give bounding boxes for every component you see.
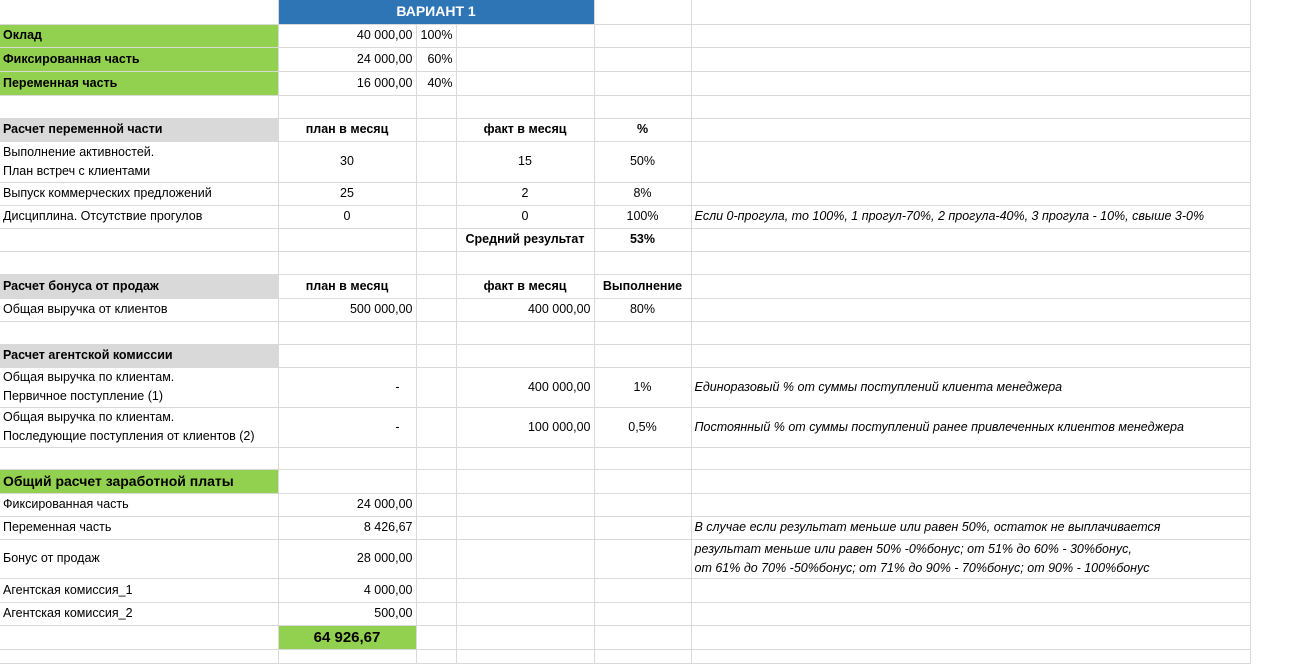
cell-fact[interactable]: 100 000,00 <box>456 407 594 447</box>
cell-note[interactable]: Постоянный % от суммы поступлений ранее привлеченных клиентов менеджера <box>691 407 1250 447</box>
cell-pct[interactable]: 0,5% <box>594 407 691 447</box>
col-exec[interactable]: Выполнение <box>594 274 691 298</box>
table-row <box>0 493 1250 516</box>
table-row <box>0 205 1250 228</box>
cell-plan[interactable]: - <box>278 367 416 407</box>
table-row <box>0 367 1250 407</box>
cell-label[interactable]: Агентская комиссия_1 <box>0 578 278 602</box>
cell-value[interactable]: 8 426,67 <box>278 516 416 539</box>
col-fact[interactable]: факт в месяц <box>456 118 594 141</box>
cell-label[interactable]: Агентская комиссия_2 <box>0 602 278 625</box>
cell-plan[interactable]: 25 <box>278 182 416 205</box>
cell-note[interactable]: результат меньше или равен 50% -0%бонус; от 51% до 60% - 30%бонус, от 61% до 70% -50%бонус; от 71% до 90% - 70%бонус; от 90% - 100%бонус <box>691 539 1250 578</box>
empty-row <box>0 321 1250 344</box>
cell-pct[interactable]: 100% <box>594 205 691 228</box>
cell-value[interactable]: 28 000,00 <box>278 539 416 578</box>
total-sum[interactable]: 64 926,67 <box>278 625 416 649</box>
table-row <box>0 516 1250 539</box>
cell-pct[interactable]: 40% <box>416 71 456 95</box>
table-row <box>0 602 1250 625</box>
section-title[interactable]: Расчет бонуса от продаж <box>0 274 278 298</box>
table-row <box>0 407 1250 447</box>
cell-value[interactable]: 24 000,00 <box>278 493 416 516</box>
cell-pct[interactable]: 50% <box>594 141 691 182</box>
cell-value[interactable]: 500,00 <box>278 602 416 625</box>
cell-label[interactable]: Общая выручка от клиентов <box>0 298 278 321</box>
cell-pct[interactable]: 60% <box>416 47 456 71</box>
cell-pct[interactable]: 100% <box>416 24 456 47</box>
header-row <box>0 0 1250 24</box>
section-header-row <box>0 274 1250 298</box>
empty-row <box>0 649 1250 663</box>
cell-label[interactable]: Общая выручка по клиентам. Первичное поступление (1) <box>0 367 278 407</box>
cell-fact[interactable]: 0 <box>456 205 594 228</box>
cell-label[interactable]: Переменная часть <box>0 516 278 539</box>
table-row <box>0 24 1250 47</box>
table-row <box>0 298 1250 321</box>
cell-exec[interactable]: 80% <box>594 298 691 321</box>
cell-label[interactable]: Фиксированная часть <box>0 493 278 516</box>
col-plan[interactable]: план в месяц <box>278 274 416 298</box>
cell-label[interactable]: Выполнение активностей. План встреч с клиентами <box>0 141 278 182</box>
cell-fact[interactable]: 2 <box>456 182 594 205</box>
cell-label[interactable]: Общая выручка по клиентам. Последующие поступления от клиентов (2) <box>0 407 278 447</box>
average-row <box>0 228 1250 251</box>
section-header-row <box>0 469 1250 493</box>
cell-fact[interactable]: 400 000,00 <box>456 298 594 321</box>
cell-label[interactable]: Переменная часть <box>0 71 278 95</box>
empty-row <box>0 251 1250 274</box>
cell-pct[interactable]: 1% <box>594 367 691 407</box>
cell-label[interactable]: Фиксированная часть <box>0 47 278 71</box>
avg-label[interactable]: Средний результат <box>456 228 594 251</box>
total-row <box>0 625 1250 649</box>
table-row <box>0 141 1250 182</box>
cell-value[interactable]: 4 000,00 <box>278 578 416 602</box>
avg-value[interactable]: 53% <box>594 228 691 251</box>
cell-pct[interactable]: 8% <box>594 182 691 205</box>
cell-note[interactable]: Если 0-прогула, то 100%, 1 прогул-70%, 2 прогула-40%, 3 прогула - 10%, свыше 3-0% <box>691 205 1250 228</box>
col-pct[interactable]: % <box>594 118 691 141</box>
table-row <box>0 578 1250 602</box>
header-title[interactable]: ВАРИАНТ 1 <box>278 0 594 24</box>
table-row <box>0 539 1250 578</box>
table-row <box>0 182 1250 205</box>
section-header-row <box>0 344 1250 367</box>
cell-value[interactable]: 40 000,00 <box>278 24 416 47</box>
cell-plan[interactable]: 500 000,00 <box>278 298 416 321</box>
section-header-row <box>0 118 1250 141</box>
cell-label[interactable]: Бонус от продаж <box>0 539 278 578</box>
section-title[interactable]: Расчет переменной части <box>0 118 278 141</box>
cell-label[interactable]: Дисциплина. Отсутствие прогулов <box>0 205 278 228</box>
section-title[interactable]: Общий расчет заработной платы <box>0 469 278 493</box>
cell-plan[interactable]: 30 <box>278 141 416 182</box>
cell-value[interactable]: 16 000,00 <box>278 71 416 95</box>
cell-fact[interactable]: 15 <box>456 141 594 182</box>
cell-note[interactable] <box>691 493 1250 516</box>
section-title[interactable]: Расчет агентской комиссии <box>0 344 278 367</box>
cell-label[interactable]: Оклад <box>0 24 278 47</box>
cell-plan[interactable]: 0 <box>278 205 416 228</box>
col-fact[interactable]: факт в месяц <box>456 274 594 298</box>
table-row <box>0 47 1250 71</box>
cell-note[interactable]: Единоразовый % от суммы поступлений клиента менеджера <box>691 367 1250 407</box>
cell-plan[interactable]: - <box>278 407 416 447</box>
table-row <box>0 71 1250 95</box>
cell-label[interactable]: Выпуск коммерческих предложений <box>0 182 278 205</box>
cell-fact[interactable]: 400 000,00 <box>456 367 594 407</box>
cell-note[interactable]: В случае если результат меньше или равен 50%, остаток не выплачивается <box>691 516 1250 539</box>
cell-value[interactable]: 24 000,00 <box>278 47 416 71</box>
empty-row <box>0 447 1250 469</box>
col-plan[interactable]: план в месяц <box>278 118 416 141</box>
empty-row <box>0 95 1250 118</box>
